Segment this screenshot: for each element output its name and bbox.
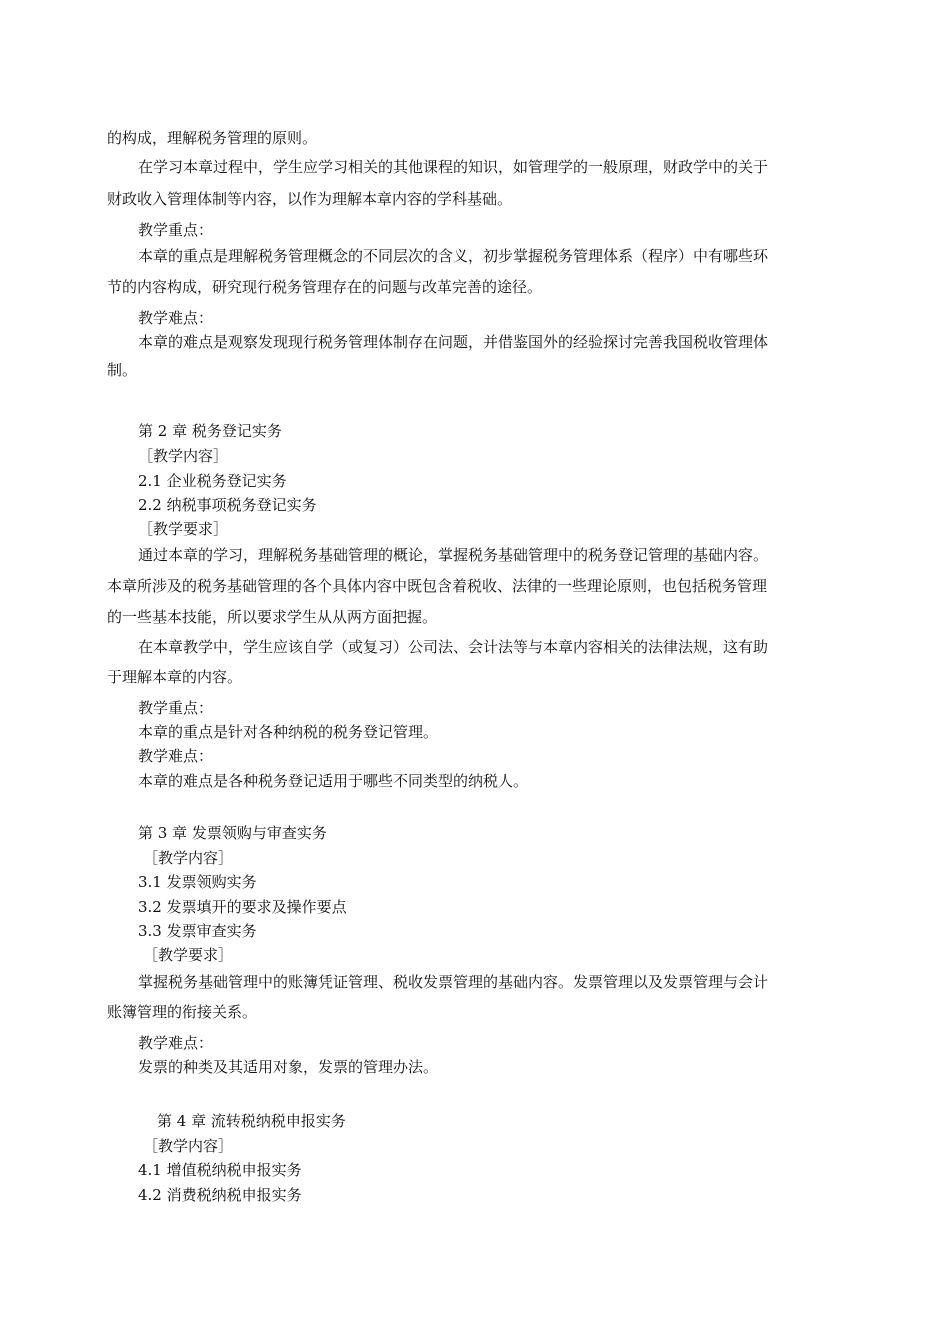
section-label: ［教学内容］ [143, 849, 234, 867]
text-line: 本章的重点是针对各种纳税的税务登记管理。 [138, 723, 439, 741]
list-item: 3.2 发票填开的要求及操作要点 [138, 898, 347, 916]
text-line: 发票的种类及其适用对象，发票的管理办法。 [138, 1058, 439, 1076]
chapter-heading: 第 3 章 发票领购与审查实务 [138, 824, 327, 842]
list-item: 2.1 企业税务登记实务 [138, 472, 287, 490]
text-line: 在学习本章过程中，学生应学习相关的其他课程的知识，如管理学的一般原理，财政学中的关于 [138, 158, 769, 176]
text-line: 本章的难点是观察发现现行税务管理体制存在问题，并借鉴国外的经验探讨完善我国税收管理体 [138, 333, 769, 351]
text-line: 财政收入管理体制等内容，以作为理解本章内容的学科基础。 [107, 190, 513, 208]
section-label: 教学难点： [138, 309, 214, 327]
text-line: 的一些基本技能，所以要求学生从从两方面把握。 [107, 608, 438, 626]
text-line: 制。 [107, 361, 138, 379]
text-line: 于理解本章的内容。 [107, 668, 243, 686]
text-line: 在本章教学中，学生应该自学（或复习）公司法、会计法等与本章内容相关的法律法规，这有助 [138, 638, 769, 656]
chapter-heading: 第 2 章 税务登记实务 [138, 422, 282, 440]
section-label: ［教学内容］ [143, 1137, 234, 1155]
section-label: 教学难点： [138, 1034, 214, 1052]
text-line: 账簿管理的衔接关系。 [107, 1003, 258, 1021]
section-label: ［教学要求］ [138, 520, 229, 538]
section-label: 教学重点： [138, 699, 214, 717]
text-line: 本章的难点是各种税务登记适用于哪些不同类型的纳税人。 [138, 772, 529, 790]
list-item: 4.2 消费税纳税申报实务 [138, 1186, 302, 1204]
text-line: 节的内容构成，研究现行税务管理存在的问题与改革完善的途径。 [107, 278, 543, 296]
section-label: 教学难点： [138, 747, 214, 765]
section-label: ［教学要求］ [143, 946, 234, 964]
text-line: 本章的重点是理解税务管理概念的不同层次的含义，初步掌握税务管理体系（程序）中有哪些环 [138, 247, 769, 265]
text-line: 本章所涉及的税务基础管理的各个具体内容中既包含着税收、法律的一些理论原则，也包括税务管理 [107, 577, 768, 595]
text-line: 掌握税务基础管理中的账簿凭证管理、税收发票管理的基础内容。发票管理以及发票管理与会计 [138, 973, 769, 991]
chapter-heading: 第 4 章 流转税纳税申报实务 [157, 1112, 346, 1130]
text-line: 的构成，理解税务管理的原则。 [107, 129, 318, 147]
list-item: 2.2 纳税事项税务登记实务 [138, 496, 317, 514]
list-item: 4.1 增值税纳税申报实务 [138, 1161, 302, 1179]
list-item: 3.3 发票审查实务 [138, 922, 257, 940]
text-line: 通过本章的学习，理解税务基础管理的概论，掌握税务基础管理中的税务登记管理的基础内容。 [138, 546, 769, 564]
section-label: ［教学内容］ [138, 447, 229, 465]
list-item: 3.1 发票领购实务 [138, 873, 257, 891]
section-label: 教学重点： [138, 221, 214, 239]
